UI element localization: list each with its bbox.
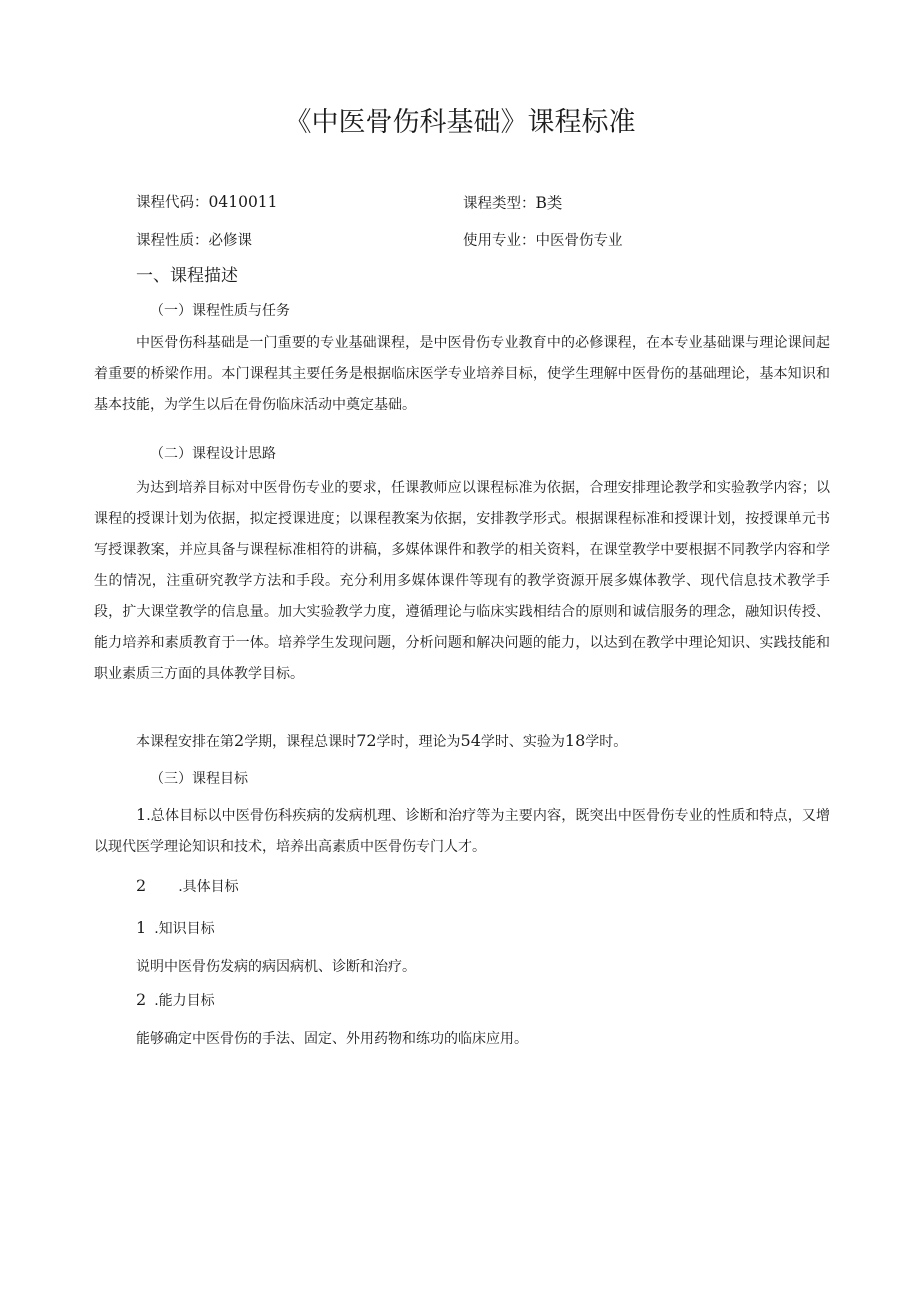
- knowledge-goal-description: 说明中医骨伤发病的病因病机、诊断和治疗。: [136, 959, 416, 975]
- paragraph-nature-task: 中医骨伤科基础是一门重要的专业基础课程，是中医骨伤专业教育中的必修课程，在本专业基础课与理论课间起着重要的桥梁作用。本门课程其主要任务是根据临床医学专业培养目标，使学生理解中医骨伤的基础理论，基本知识和基本技能，为学生以后在骨伤临床活动中奠定基础。: [94, 335, 830, 413]
- meta-row-1: [136, 191, 836, 215]
- meta-row-2: [136, 229, 836, 253]
- schedule-line: 本课程安排在第2学期，课程总课时72学时，理论为54学时、实验为18学时。: [136, 731, 628, 750]
- paragraph-overall-goal: 1.总体目标以中医骨伤科疾病的发病机理、诊断和治疗等为主要内容，既突出中医骨伤专业的性质和特点，又增以现代医学理论知识和技术，培养出高素质中医骨伤专门人才。: [94, 805, 830, 855]
- page-title: 《中医骨伤科基础》课程标准: [284, 107, 636, 138]
- course-nature: 课程性质：必修课: [136, 233, 252, 249]
- course-code: 课程代码：0410011: [136, 193, 278, 211]
- subsection-heading-nature-task: （一）课程性质与任务: [150, 303, 290, 319]
- subsection-heading-design: （二）课程设计思路: [150, 446, 276, 462]
- course-major: 使用专业：中医骨伤专业: [463, 233, 623, 249]
- paragraph-design: 为达到培养目标对中医骨伤专业的要求，任课教师应以课程标准为依据，合理安排理论教学和实验教学内容；以课程的授课计划为依据，拟定授课进度；以课程教案为依据，安排教学形式。根据课程标准和授课计划，按授课单元书写授课教案，并应具备与课程标准相符的讲稿，多媒体课件和教学的相关资料，在课堂教学中要根据不同教学内容和学生的情况，注重研究教学方法和手段。充分利用多媒体课件等现有的教学资源开展多媒体教学、现代信息技术教学手段，扩大课堂教学的信息量。加大实验教学力度，遵循理论与临床实践相结合的原则和诚信服务的理念，融知识传授、能力培养和素质教育于一体。培养学生发现问题，分析问题和解决问题的能力，以达到在教学中理论知识、实践技能和职业素质三方面的具体教学目标。: [94, 480, 830, 682]
- knowledge-goal-heading: 1 .知识目标: [136, 918, 215, 937]
- subsection-heading-goals: （三）课程目标: [150, 771, 248, 787]
- ability-goal-heading: 2 .能力目标: [136, 990, 215, 1009]
- ability-goal-description: 能够确定中医骨伤的手法、固定、外用药物和练功的临床应用。: [136, 1031, 528, 1047]
- course-type: 课程类型：B类: [463, 194, 563, 212]
- section-heading-course-description: 一、课程描述: [136, 266, 238, 286]
- specific-goal-heading: 2 .具体目标: [136, 876, 239, 895]
